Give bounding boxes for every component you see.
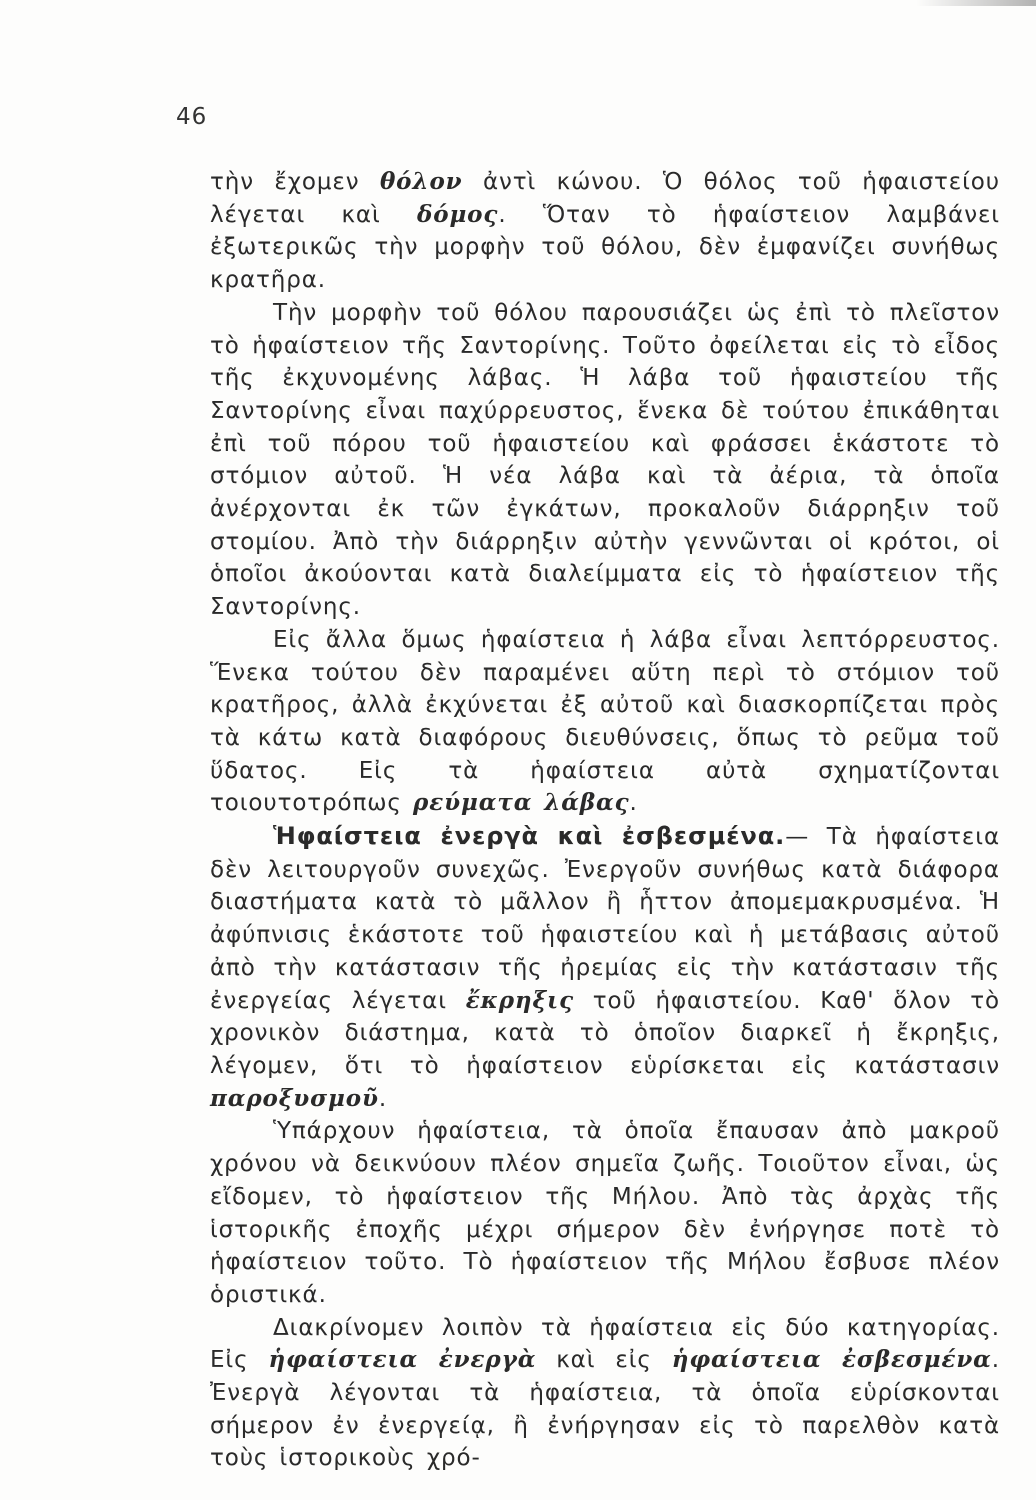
p6-text-1: Διακρίνομεν λοιπὸν τὰ ἡφαίστεια εἰς δύο κατηγορίας. Εἰς <box>210 1314 1000 1374</box>
paragraph-2: Τὴν μορφὴν τοῦ θόλου παρουσιάζει ὡς ἐπὶ τὸ πλεῖστον τὸ ἡφαίστειον τῆς Σαντορίνης. Τοῦτο ὀφείλεται εἰς τὸ εἶδος τῆς ἐκχυνομένης λάβας. Ἡ λάβα τοῦ ἡφαιστείου τῆς Σαντορίνης εἶναι παχύρρευστος, ἕνεκα δὲ τούτου ἐπικάθηται ἐπὶ τοῦ πόρου τοῦ ἡφαιστείου καὶ φράσσει ἑκάστοτε τὸ στόμιον αὐτοῦ. Ἡ νέα λάβα καὶ τὰ ἀέρια, τὰ ὁποῖα ἀνέρχονται ἐκ τῶν ἐγκάτων, προκαλοῦν διάρρηξιν τοῦ στομίου. Ἀπὸ τὴν διάρρηξιν αὐτὴν γεννῶνται οἱ κρότοι, οἱ ὁποῖοι ἀκούονται κατὰ διαλείμματα εἰς τὸ ἡφαίστειον τῆς Σαντορίνης. <box>210 299 1000 621</box>
paragraph-4 <box>210 820 1000 1115</box>
p3-text-1: Εἰς ἄλλα ὅμως ἡφαίστεια ἡ λάβα εἶναι λεπτόρρευστος. Ἕνεκα τούτου δὲν παραμένει αὕτη περὶ τὸ στόμιον τοῦ κρατῆρος, ἀλλὰ ἐκχύνεται ἐξ αὐτοῦ καὶ διασκορπίζεται πρὸς τὰ κάτω κατὰ διαφόρους διευθύνσεις, ὅπως τὸ ρεῦμα τοῦ ὕδατος. Εἰς τὰ ἡφαίστεια αὐτὰ σχηματίζονται τοιουτοτρόπως <box>210 626 1000 817</box>
p6-emphasis-active: ἡφαίστεια ἐνεργὰ <box>268 1346 537 1374</box>
page-number: 46 <box>176 104 208 130</box>
p4-text-1: — Τὰ ἡφαίστεια δὲν λειτουργοῦν συνεχῶς. Ἐνεργοῦν συνήθως κατὰ διάφορα διαστήματα κατὰ τὸ μᾶλλον ἢ ἧττον ἀπομεμακρυσμένα. Ἡ ἀφύπνισις ἑκάστοτε τοῦ ἡφαιστείου καὶ ἡ μετάβασις αὐτοῦ ἀπὸ τὴν κατάστασιν τῆς ἠρεμίας εἰς τὴν κατάστασιν τῆς ἐνεργείας λέγεται <box>210 824 1001 1014</box>
body-text <box>210 166 1000 1475</box>
section-heading: Ἡφαίστεια ἐνεργὰ καὶ ἐσβεσμένα. <box>273 822 786 851</box>
p4-text-3: . <box>378 1085 388 1112</box>
page-edge-shadow <box>916 0 1036 6</box>
p4-text-2: τοῦ ἡφαιστείου. Καθ' ὅλον τὸ χρονικὸν διάστημα, κατὰ τὸ ὁποῖον διαρκεῖ ἡ ἔκρηξις, λέγομεν, ὅτι τὸ ἡφαίστειον εὑρίσκεται εἰς κατάστασιν <box>210 987 1000 1079</box>
p6-text-2: καὶ εἰς <box>536 1347 672 1374</box>
paragraph-5: Ὑπάρχουν ἡφαίστεια, τὰ ὁποῖα ἔπαυσαν ἀπὸ μακροῦ χρόνου νὰ δεικνύουν πλέον σημεῖα ζωῆς. Τοιοῦτον εἶναι, ὡς εἴδομεν, τὸ ἡφαίστειον τῆς Μήλου. Ἀπὸ τὰς ἀρχὰς τῆς ἱστορικῆς ἐποχῆς μέχρι σήμερον δὲν ἐνήργησε ποτὲ τὸ ἡφαίστειον τοῦτο. Τὸ ἡφαίστειον τῆς Μήλου ἔσβυσε πλέον ὁριστικά. <box>210 1118 1000 1308</box>
p1-text-2: ἀντὶ κώνου. Ὁ θόλος τοῦ ἡφαιστείου λέγεται καὶ <box>210 169 1000 228</box>
p6-emphasis-extinct: ἡφαίστεια ἐσβεσμένα <box>671 1346 992 1374</box>
p4-emphasis-paroxysm: παροξυσμοῦ <box>210 1084 379 1112</box>
p1-emphasis-domos: δόμος <box>416 200 499 228</box>
paragraph-3 <box>210 624 1000 820</box>
p6-text-3: . Ἐνεργὰ λέγονται τὰ ἡφαίστεια, τὰ ὁποῖα εὑρίσκονται σήμερον ἐν ἐνεργείᾳ, ἢ ἐνήργησαν εἰς τὸ παρελθὸν κατὰ τοὺς ἱστορικοὺς χρό- <box>210 1347 1000 1472</box>
p1-emphasis-tholos: θόλον <box>379 168 463 195</box>
p1-text-3: . Ὅταν τὸ ἡφαίστειον λαμβάνει ἐξωτερικῶς τὴν μορφὴν τοῦ θόλου, δὲν ἐμφανίζει συνήθως κρατῆρα. <box>210 201 1000 294</box>
p3-emphasis-lava-streams: ρεύματα λάβας <box>413 789 630 817</box>
p4-emphasis-eruption: ἔκρηξις <box>465 986 574 1014</box>
paragraph-1 <box>210 166 1000 297</box>
p3-text-2: . <box>629 790 638 817</box>
p1-text-1: τὴν ἔχομεν <box>210 169 380 195</box>
paragraph-6 <box>210 1312 1000 1476</box>
